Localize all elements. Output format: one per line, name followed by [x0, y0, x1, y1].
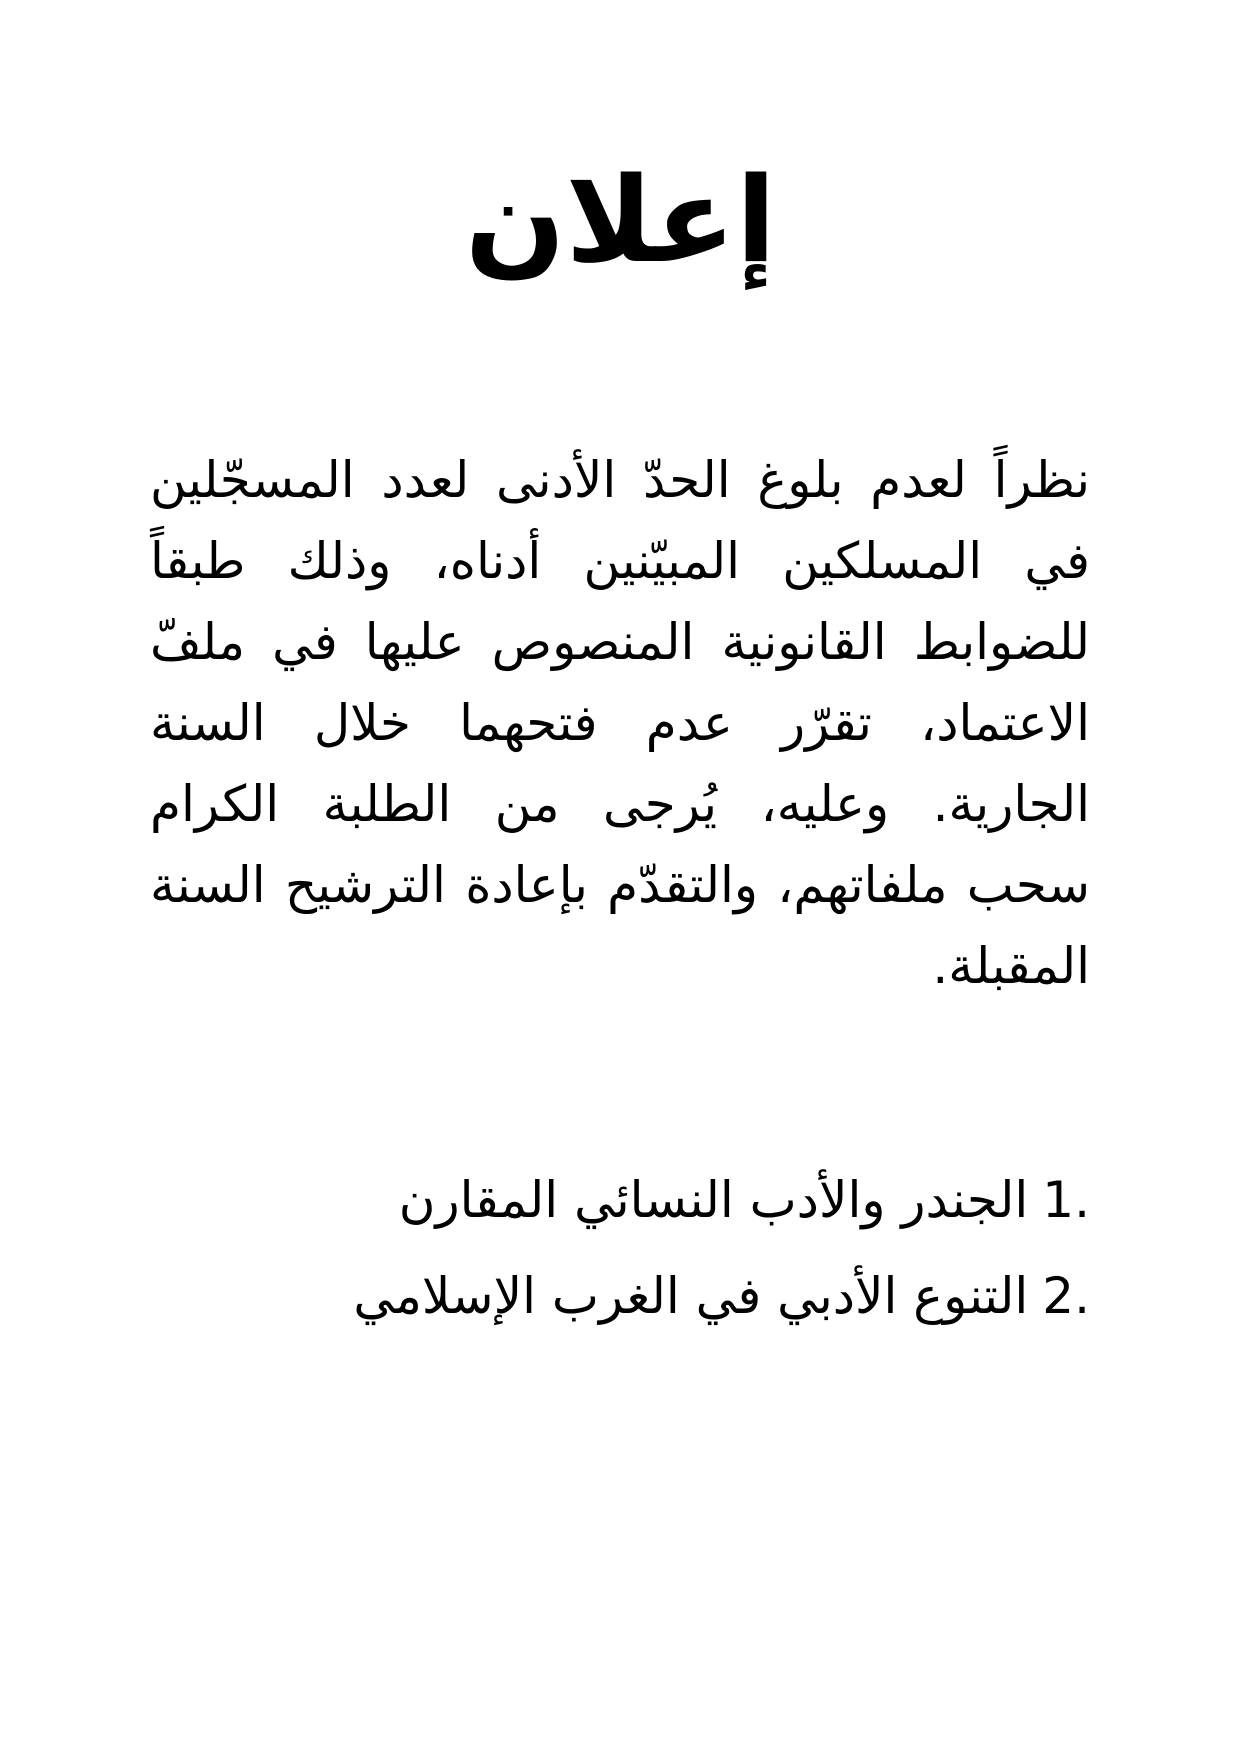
program-number: 1. — [1042, 1171, 1090, 1229]
list-item — [150, 1248, 1090, 1344]
announcement-body: نظراً لعدم بلوغ الحدّ الأدنى لعدد المسجّلين في المسلكين المبيّنين أدناه، وذلك طبقاً للضوابط القانونية المنصوص عليها في ملفّ الاعتماد، تقرّر عدم فتحهما خلال السنة الجارية. وعليه، يُرجى من الطلبة الكرام سحب ملفاتهم، والتقدّم بإعادة الترشيح السنة المقبلة. — [150, 451, 1090, 995]
list-item — [150, 1152, 1090, 1248]
program-number: 2. — [1042, 1267, 1090, 1325]
program-list — [150, 1152, 1090, 1344]
program-name: الجندر والأدب النسائي المقارن — [398, 1171, 1029, 1229]
program-name: التنوع الأدبي في الغرب الإسلامي — [353, 1267, 1029, 1325]
announcement-title: إعلان — [464, 151, 777, 289]
